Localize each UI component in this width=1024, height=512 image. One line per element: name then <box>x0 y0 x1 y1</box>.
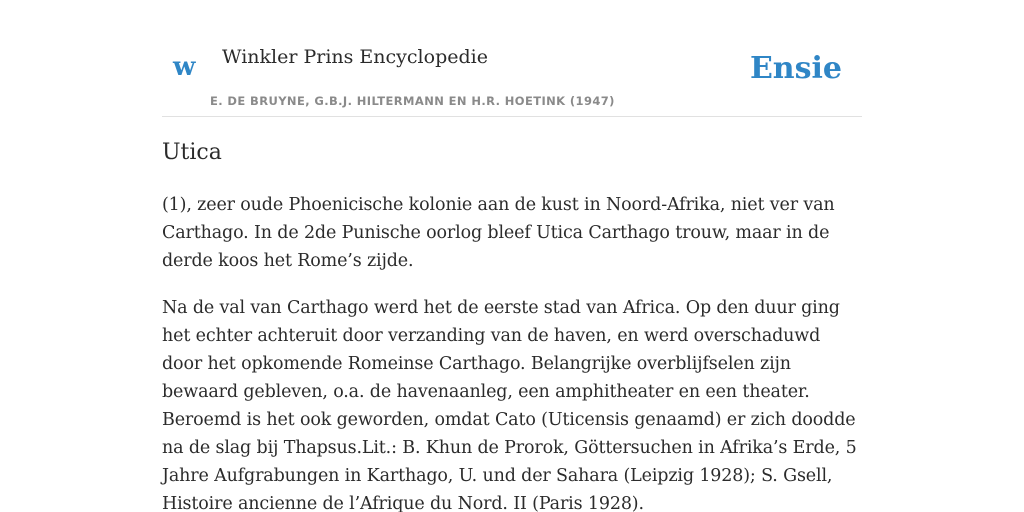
ensie-logo-link[interactable]: Ensie <box>749 51 842 86</box>
article-paragraph: Na de val van Carthago werd het de eerste stad van Africa. Op den duur ging het echter achteruit door verzanding van de haven, en werd overschaduwd door het opkomende Romeinse Carthago. Belangrijke overblijfselen zijn bewaard gebleven, o.a. de havenaanleg, een amphitheater en een theater. Beroemd is het ook geworden, omdat Cato (Uticensis genaamd) er zich doodde na de slag bij Thapsus.Lit.: B. Khun de Prorok, Göttersuchen in Afrika’s Erde, 5 Jahre Aufgrabungen in Karthago, U. und der Sahara (Leipzig 1928); S. Gsell, Histoire ancienne de l’Afrique du Nord. II (Paris 1928). <box>162 297 857 512</box>
article-title: Utica <box>162 140 222 165</box>
article <box>162 138 862 512</box>
source-title[interactable]: Winkler Prins Encyclopedie <box>222 46 488 68</box>
source-authors: E. DE BRUYNE, G.B.J. HILTERMANN EN H.R. HOETINK (1947) <box>210 94 615 108</box>
source-header <box>162 40 862 117</box>
article-paragraph: (1), zeer oude Phoenicische kolonie aan de kust in Noord-Afrika, niet ver van Carthago. In de 2de Punische oorlog bleef Utica Carthago trouw, maar in de derde koos het Rome’s zijde. <box>162 194 835 271</box>
source-logo-icon: w <box>173 52 196 82</box>
